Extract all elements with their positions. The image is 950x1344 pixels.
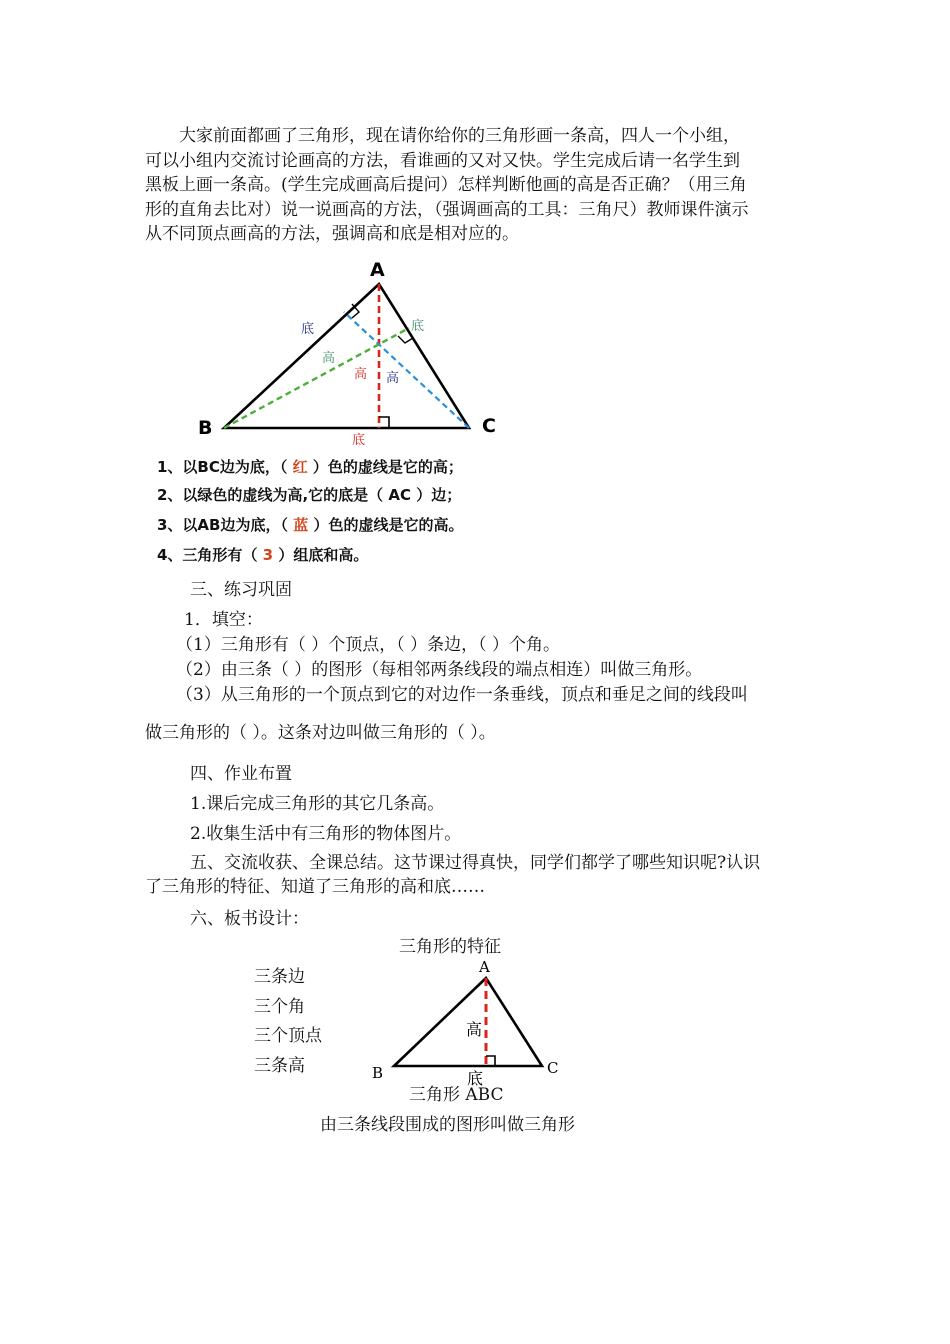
board-vertex-c: C — [547, 1059, 559, 1077]
base-label-ab: 底 — [301, 322, 315, 337]
question-1 — [157, 456, 463, 477]
board-height-label: 高 — [466, 1020, 483, 1039]
answer-text: 蓝 — [293, 516, 309, 534]
intro-line: 形的直角去比对）说一说画高的方法，（强调画高的工具：三角尺）教师课件演示 — [145, 199, 749, 220]
question-text: ）边； — [410, 486, 462, 504]
question-2 — [157, 484, 461, 505]
intro-line: 从不同顶点画高的方法，强调高和底是相对应的。 — [145, 224, 519, 244]
height-label-blue: 高 — [386, 371, 400, 386]
vertex-b-label: B — [198, 417, 213, 439]
answer-text: AC — [388, 486, 411, 504]
board-title: 三角形的特征 — [399, 937, 501, 957]
section5-line-1: 五、交流收获、全课总结。这节课过得真快，同学们都学了哪些知识呢?认识 — [190, 853, 761, 873]
question-text: 1、以BC边为底，（ — [157, 458, 293, 476]
height-label-green: 高 — [322, 351, 336, 366]
intro-line: 黑板上画一条高。(学生完成画高后提问）怎样判断他画的高是否正确？（用三角 — [145, 175, 747, 195]
homework-item-2: 2.收集生活中有三角形的物体图片。 — [190, 824, 462, 844]
board-triangle-figure — [365, 955, 565, 1090]
question-text: ）组底和高。 — [273, 546, 369, 564]
base-label-ac: 底 — [411, 319, 425, 334]
intro-line: 大家前面都画了三角形，现在请你给你的三角形画一条高，四人一个小组， — [179, 126, 740, 146]
fill-item-1: （1）三角形有（ ）个顶点，（ ）条边，（ ）个角。 — [176, 635, 561, 655]
right-angle-mark-bc — [379, 417, 389, 428]
fill-item-3a: （3）从三角形的一个顶点到它的对边作一条垂线，顶点和垂足之间的线段叫 — [176, 685, 748, 705]
board-vertex-a: A — [479, 958, 490, 976]
fill-title: 1．填空： — [184, 610, 263, 630]
question-4 — [157, 544, 368, 565]
question-text: ）色的虚线是它的高。 — [308, 516, 464, 534]
vertex-a-label: A — [370, 259, 385, 281]
question-text: 2、以绿色的虚线为高,它的底是（ — [157, 486, 389, 504]
board-base-label: 底 — [467, 1069, 484, 1088]
triangle-heights-figure — [190, 255, 520, 455]
question-text: 3、以AB边为底，（ — [157, 516, 294, 534]
section4-heading: 四、作业布置 — [190, 764, 292, 784]
question-3 — [157, 514, 463, 535]
question-text: 4、三角形有（ — [157, 546, 263, 564]
section6-heading: 六、板书设计： — [190, 909, 309, 929]
board-vertex-b: B — [372, 1064, 384, 1082]
height-label-red: 高 — [354, 367, 368, 382]
triangle-outline — [224, 284, 469, 428]
question-text: ）色的虚线是它的高； — [307, 458, 463, 476]
section3-heading: 三、练习巩固 — [190, 580, 292, 600]
triangle-definition: 由三条线段围成的图形叫做三角形 — [320, 1115, 575, 1135]
feature-item: 三条边 — [254, 967, 305, 987]
fill-item-2: （2）由三条（ ）的图形（每相邻两条线段的端点相连）叫做三角形。 — [176, 660, 703, 680]
feature-item: 三个顶点 — [254, 1026, 322, 1046]
triangle-name: 三角形 ABC — [409, 1085, 504, 1105]
homework-item-1: 1.课后完成三角形的其它几条高。 — [190, 794, 445, 814]
answer-text: 红 — [292, 458, 308, 476]
fill-item-3b: 做三角形的（ ）。这条对边叫做三角形的（ ）。 — [145, 723, 496, 743]
intro-paragraph — [145, 124, 815, 247]
vertex-c-label: C — [482, 415, 496, 437]
feature-item: 三个角 — [254, 997, 305, 1017]
section5-line-2: 了三角形的特征、知道了三角形的高和底…… — [145, 877, 485, 897]
base-label-bc: 底 — [352, 433, 366, 448]
feature-item: 三条高 — [254, 1056, 305, 1076]
intro-line: 可以小组内交流讨论画高的方法，看谁画的又对又快。学生完成后请一名学生到 — [145, 150, 740, 171]
answer-text: 3 — [262, 546, 274, 564]
